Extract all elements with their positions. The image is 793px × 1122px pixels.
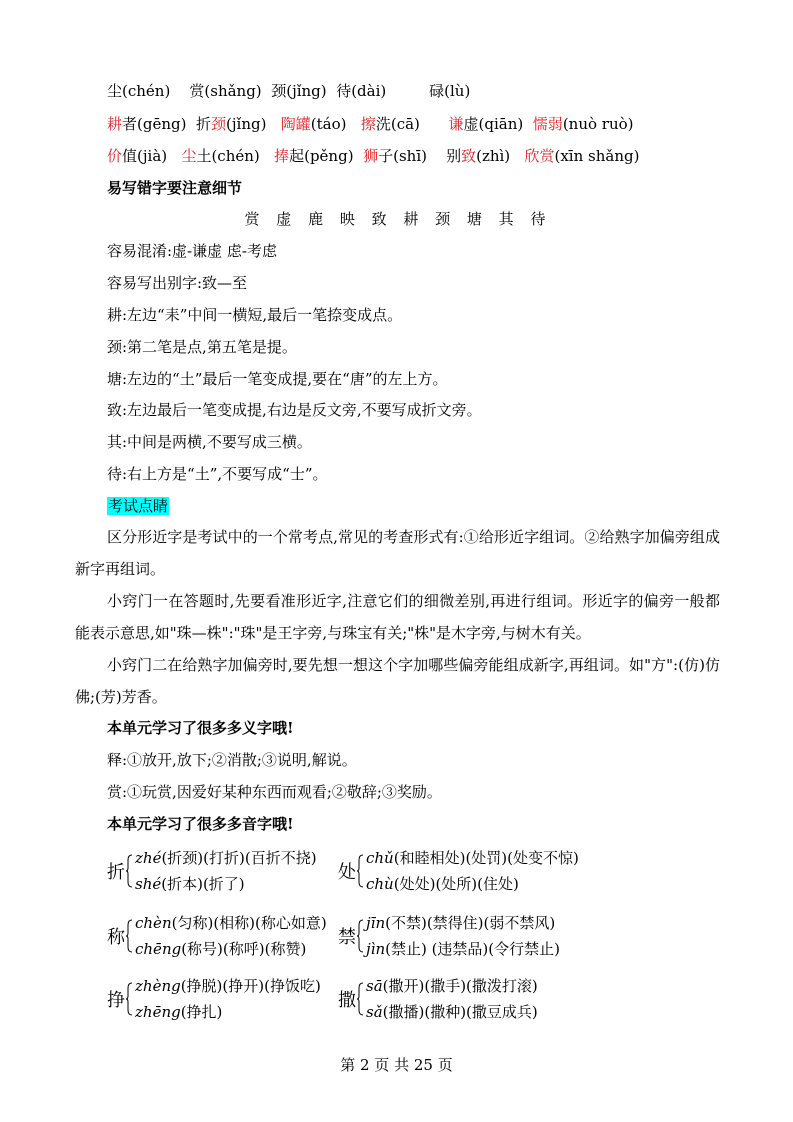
paragraph: 小窍门一在答题时,先要看准形近字,注意它们的细微差别,再进行组词。形近字的偏旁一般都能表示意思,如"珠—株":"珠"是王字旁,与珠宝有关;"株"是木字旁,与树木有关。 <box>75 592 720 642</box>
word-group: (处处)(处所)(住处) <box>393 875 519 893</box>
pinyin: sǎ <box>366 1003 383 1021</box>
polyphone-char: 折 <box>107 862 125 883</box>
polyphone-block <box>107 910 327 962</box>
brace-icon <box>126 919 133 953</box>
word: 值(jià) <box>122 147 168 165</box>
pinyin: chù <box>366 875 394 893</box>
note-line: 致:左边最后一笔变成提,右边是反文旁,不要写成折文旁。 <box>107 401 482 419</box>
word-group: (禁止) (违禁品)(令行禁止) <box>385 940 560 958</box>
word: (jǐng) <box>226 115 267 133</box>
highlighted-heading: 考试点睛 <box>108 497 169 515</box>
paragraph: 区分形近字是考试中的一个常考点,常见的考查形式有:①给形近字组词。②给熟字加偏旁组成新字再组词。 <box>75 528 720 578</box>
pinyin: chèn <box>135 914 172 932</box>
polyphone-char: 撒 <box>338 990 356 1011</box>
word: 颈(jǐng) <box>271 82 327 100</box>
pinyin: chǔ <box>366 849 394 867</box>
word: 尘(chén) <box>107 82 171 100</box>
polysemy-line: 释:①放开,放下;②消散;③说明,解说。 <box>107 751 357 769</box>
word-red: 欣赏 <box>524 147 555 165</box>
pinyin: shé <box>135 875 162 893</box>
brace-icon <box>357 982 364 1016</box>
note-line: 塘:左边的“土”最后一笔变成提,要在“唐”的左上方。 <box>107 370 448 388</box>
word-group: (撒开)(撒手)(撒泼打滚) <box>382 977 538 995</box>
pinyin: sā <box>366 977 383 995</box>
note-line: 待:右上方是“土”,不要写成“士”。 <box>107 465 328 483</box>
polyphone-char: 挣 <box>107 990 125 1011</box>
word: 子(shī) <box>378 147 427 165</box>
word-group: (称号)(称呼)(称赞) <box>181 940 307 958</box>
pinyin: zhé <box>135 849 162 867</box>
word: 待(dài) <box>336 82 387 100</box>
pinyin: jìn <box>366 940 386 958</box>
word-group: (折本)(折了) <box>161 875 245 893</box>
word: 别 <box>446 147 462 165</box>
pinyin-row-2 <box>107 113 634 135</box>
word-red: 价 <box>107 147 123 165</box>
pinyin: zhèng <box>135 977 181 995</box>
page-footer: 第 2 页 共 25 页 <box>340 1056 453 1074</box>
word: (zhì) <box>476 147 511 165</box>
polyphone-block <box>338 845 579 897</box>
pinyin-row-3 <box>107 145 639 167</box>
polyphone-char: 禁 <box>338 927 356 948</box>
word: (nuò ruò) <box>562 115 634 133</box>
brace-icon <box>357 854 364 888</box>
word-group: (折颈)(打折)(百折不挠) <box>161 849 317 867</box>
word-group: (和睦相处)(处罚)(处变不惊) <box>393 849 579 867</box>
polyphone-block <box>107 973 321 1025</box>
pinyin: jīn <box>366 914 386 932</box>
exam-title <box>107 495 169 517</box>
pinyin: zhēng <box>135 1003 181 1021</box>
word-group: (挣脱)(挣开)(挣饭吃) <box>180 977 321 995</box>
brace-icon <box>126 854 133 888</box>
polyphone-char: 称 <box>107 927 125 948</box>
word-red: 颈 <box>211 115 227 133</box>
word: 碌(lù) <box>429 82 471 100</box>
word-red: 谦 <box>448 115 464 133</box>
word-red: 狮 <box>363 147 379 165</box>
word: (táo) <box>310 115 347 133</box>
word-group: (撒播)(撒种)(撒豆成兵) <box>382 1003 538 1021</box>
note-line: 颈:第二笔是点,第五笔是提。 <box>107 338 297 356</box>
note-line: 容易写出别字:致—至 <box>107 274 248 292</box>
polyphone-title: 本单元学习了很多多音字哦! <box>107 815 294 833</box>
polysemy-title: 本单元学习了很多多义字哦! <box>107 719 294 737</box>
word-red: 陶罐 <box>280 115 311 133</box>
word: 土(chén) <box>196 147 260 165</box>
note-line: 其:中间是两横,不要写成三横。 <box>107 433 312 451</box>
word-group: (不禁)(禁得住)(弱不禁风) <box>385 914 556 932</box>
word: 赏(shǎng) <box>189 82 262 100</box>
word: 虚(qiān) <box>463 115 524 133</box>
word-red: 耕 <box>107 115 123 133</box>
polyphone-block <box>338 973 538 1025</box>
polyphone-block <box>107 845 317 897</box>
word: 折 <box>196 115 212 133</box>
word: 洗(cā) <box>375 115 420 133</box>
pinyin: chēng <box>135 940 182 958</box>
word: (xīn shǎng) <box>554 147 640 165</box>
word: 起(pěng) <box>289 147 354 165</box>
pinyin-row-1 <box>107 80 470 102</box>
note-line: 容易混淆:虚-谦虚 虑-考虑 <box>107 242 277 260</box>
word-group: (匀称)(相称)(称心如意) <box>171 914 327 932</box>
polysemy-line: 赏:①玩赏,因爱好某种东西而观看;②敬辞;③奖励。 <box>107 783 442 801</box>
word-red: 懦弱 <box>532 115 563 133</box>
note-line: 耕:左边“耒”中间一横短,最后一笔捺变成点。 <box>107 306 403 324</box>
polyphone-block <box>338 910 560 962</box>
word-red: 尘 <box>181 147 197 165</box>
polyphone-char: 处 <box>338 862 356 883</box>
section-title: 易写错字要注意细节 <box>107 179 243 197</box>
word: 者(gēng) <box>122 115 187 133</box>
paragraph: 小窍门二在给熟字加偏旁时,要先想一想这个字加哪些偏旁能组成新字,再组词。如"方":(仿)仿佛;(芳)芳香。 <box>75 656 720 706</box>
word-red: 捧 <box>274 147 290 165</box>
word-red: 致 <box>461 147 477 165</box>
word-red: 擦 <box>360 115 376 133</box>
brace-icon <box>126 982 133 1016</box>
word-group: (挣扎) <box>180 1003 223 1021</box>
character-list: 赏 虚 鹿 映 致 耕 颈 塘 其 待 <box>244 210 549 228</box>
brace-icon <box>357 919 364 953</box>
